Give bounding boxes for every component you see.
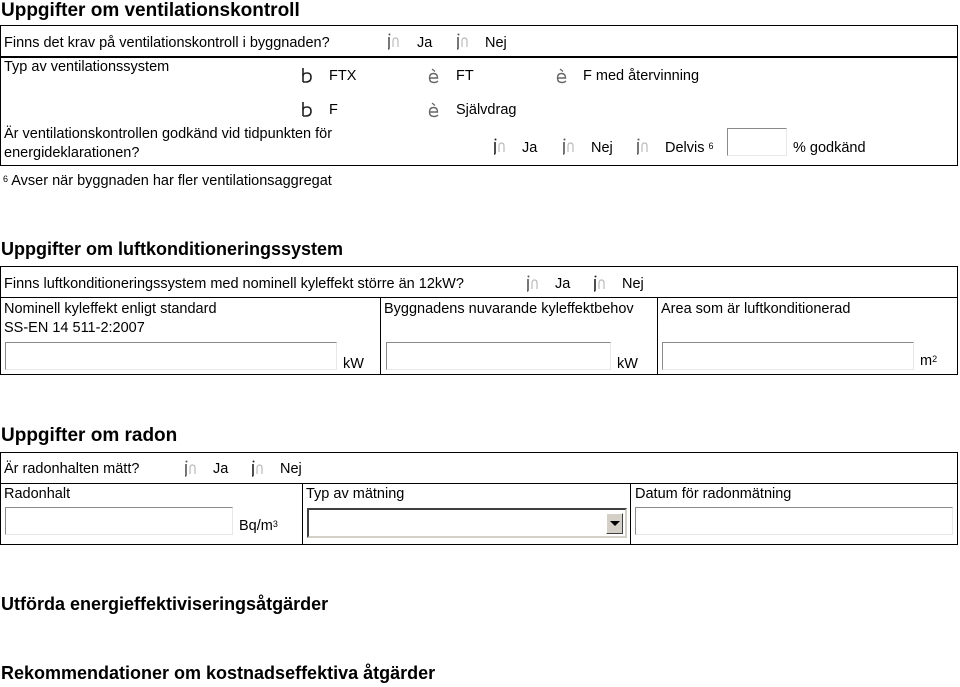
ventilation-approved-yes-radio[interactable] bbox=[493, 138, 507, 155]
ventilation-self-draft-checkbox[interactable] bbox=[427, 101, 441, 118]
radon-type-select[interactable] bbox=[307, 508, 627, 538]
radon-measured-row bbox=[0, 452, 958, 484]
ac-nominal-input[interactable] bbox=[5, 342, 337, 370]
ventilation-percent-input[interactable] bbox=[727, 128, 787, 156]
ventilation-f-recovery-label: F med återvinning bbox=[583, 68, 700, 84]
radon-heading: Uppgifter om radon bbox=[1, 425, 178, 446]
measures-heading: Utförda energieffektiviseringsåtgärder bbox=[1, 594, 329, 614]
radon-measured-yes-radio[interactable] bbox=[184, 460, 198, 477]
radon-date-label: Datum för radonmätning bbox=[635, 486, 792, 502]
radon-type-label: Typ av mätning bbox=[306, 486, 405, 502]
ac-nominal-label-2: SS-EN 14 511-2:2007 bbox=[4, 320, 145, 336]
ventilation-required-no-radio[interactable] bbox=[456, 33, 470, 50]
ac-area-label: Area som är luftkonditionerad bbox=[661, 301, 851, 317]
radon-date-input[interactable] bbox=[635, 507, 953, 535]
ac-demand-unit: kW bbox=[617, 356, 638, 372]
ac-exists-yes-label: Ja bbox=[555, 276, 571, 292]
ventilation-footnote: $^6$ Avser när byggnaden har fler ventilationsaggregat bbox=[3, 173, 332, 189]
ventilation-required-label: Finns det krav på ventilationskontroll i byggnaden? bbox=[4, 35, 330, 51]
ac-demand-input[interactable] bbox=[386, 342, 611, 370]
ventilation-approved-yes-label: Ja bbox=[522, 140, 538, 156]
ventilation-f-label: F bbox=[329, 102, 338, 118]
ventilation-approved-partly-radio[interactable] bbox=[636, 138, 650, 155]
radon-measured-label: Är radonhalten mätt? bbox=[4, 461, 140, 477]
ac-exists-no-label: Nej bbox=[622, 276, 644, 292]
radon-measured-no-radio[interactable] bbox=[251, 460, 265, 477]
radon-measured-no-label: Nej bbox=[280, 461, 302, 477]
ac-heading: Uppgifter om luftkonditioneringssystem bbox=[1, 239, 344, 259]
ventilation-approved-label-1: Är ventilationskontrollen godkänd vid tidpunkten för bbox=[4, 126, 333, 142]
ac-demand-label: Byggnadens nuvarande kyleffektbehov bbox=[384, 301, 634, 317]
ventilation-ft-label: FT bbox=[456, 68, 474, 84]
ventilation-required-yes-label: Ja bbox=[417, 35, 433, 51]
ventilation-f-checkbox[interactable] bbox=[301, 101, 315, 118]
ac-nominal-label-1: Nominell kyleffekt enligt standard bbox=[4, 301, 217, 317]
ventilation-approved-label-2: energideklarationen? bbox=[4, 145, 140, 161]
ventilation-system-label: Typ av ventilationssystem bbox=[4, 59, 170, 75]
ventilation-required-yes-radio[interactable] bbox=[387, 33, 401, 50]
recommendations-heading: Rekommendationer om kostnadseffektiva åtgärder bbox=[1, 663, 436, 683]
ventilation-f-recovery-checkbox[interactable] bbox=[555, 67, 569, 84]
radon-level-input[interactable] bbox=[5, 507, 233, 535]
ventilation-approved-no-radio[interactable] bbox=[562, 138, 576, 155]
ventilation-percent-label: % godkänd bbox=[793, 140, 866, 156]
ac-nominal-unit: kW bbox=[343, 356, 364, 372]
ventilation-approved-partly-label: Delvis $^6$ bbox=[665, 140, 714, 156]
radon-measured-yes-label: Ja bbox=[213, 461, 229, 477]
ventilation-approved-no-label: Nej bbox=[591, 140, 613, 156]
ac-area-input[interactable] bbox=[662, 342, 914, 370]
ventilation-required-no-label: Nej bbox=[485, 35, 507, 51]
chevron-down-icon[interactable] bbox=[606, 513, 623, 534]
radon-level-unit: $Bq/m^3$ bbox=[239, 518, 278, 534]
ventilation-self-draft-label: Självdrag bbox=[456, 102, 517, 118]
ventilation-ftx-label: FTX bbox=[329, 68, 357, 84]
ventilation-heading: Uppgifter om ventilationskontroll bbox=[1, 0, 300, 21]
radon-level-label: Radonhalt bbox=[4, 486, 71, 502]
ventilation-ftx-checkbox[interactable] bbox=[301, 67, 315, 84]
ac-exists-label: Finns luftkonditioneringssystem med nominell kyleffekt större än 12kW? bbox=[4, 276, 464, 292]
ac-area-unit: $m^2$ bbox=[920, 353, 938, 369]
ac-exists-no-radio[interactable] bbox=[593, 275, 607, 292]
ventilation-ft-checkbox[interactable] bbox=[427, 67, 441, 84]
ac-exists-yes-radio[interactable] bbox=[526, 275, 540, 292]
